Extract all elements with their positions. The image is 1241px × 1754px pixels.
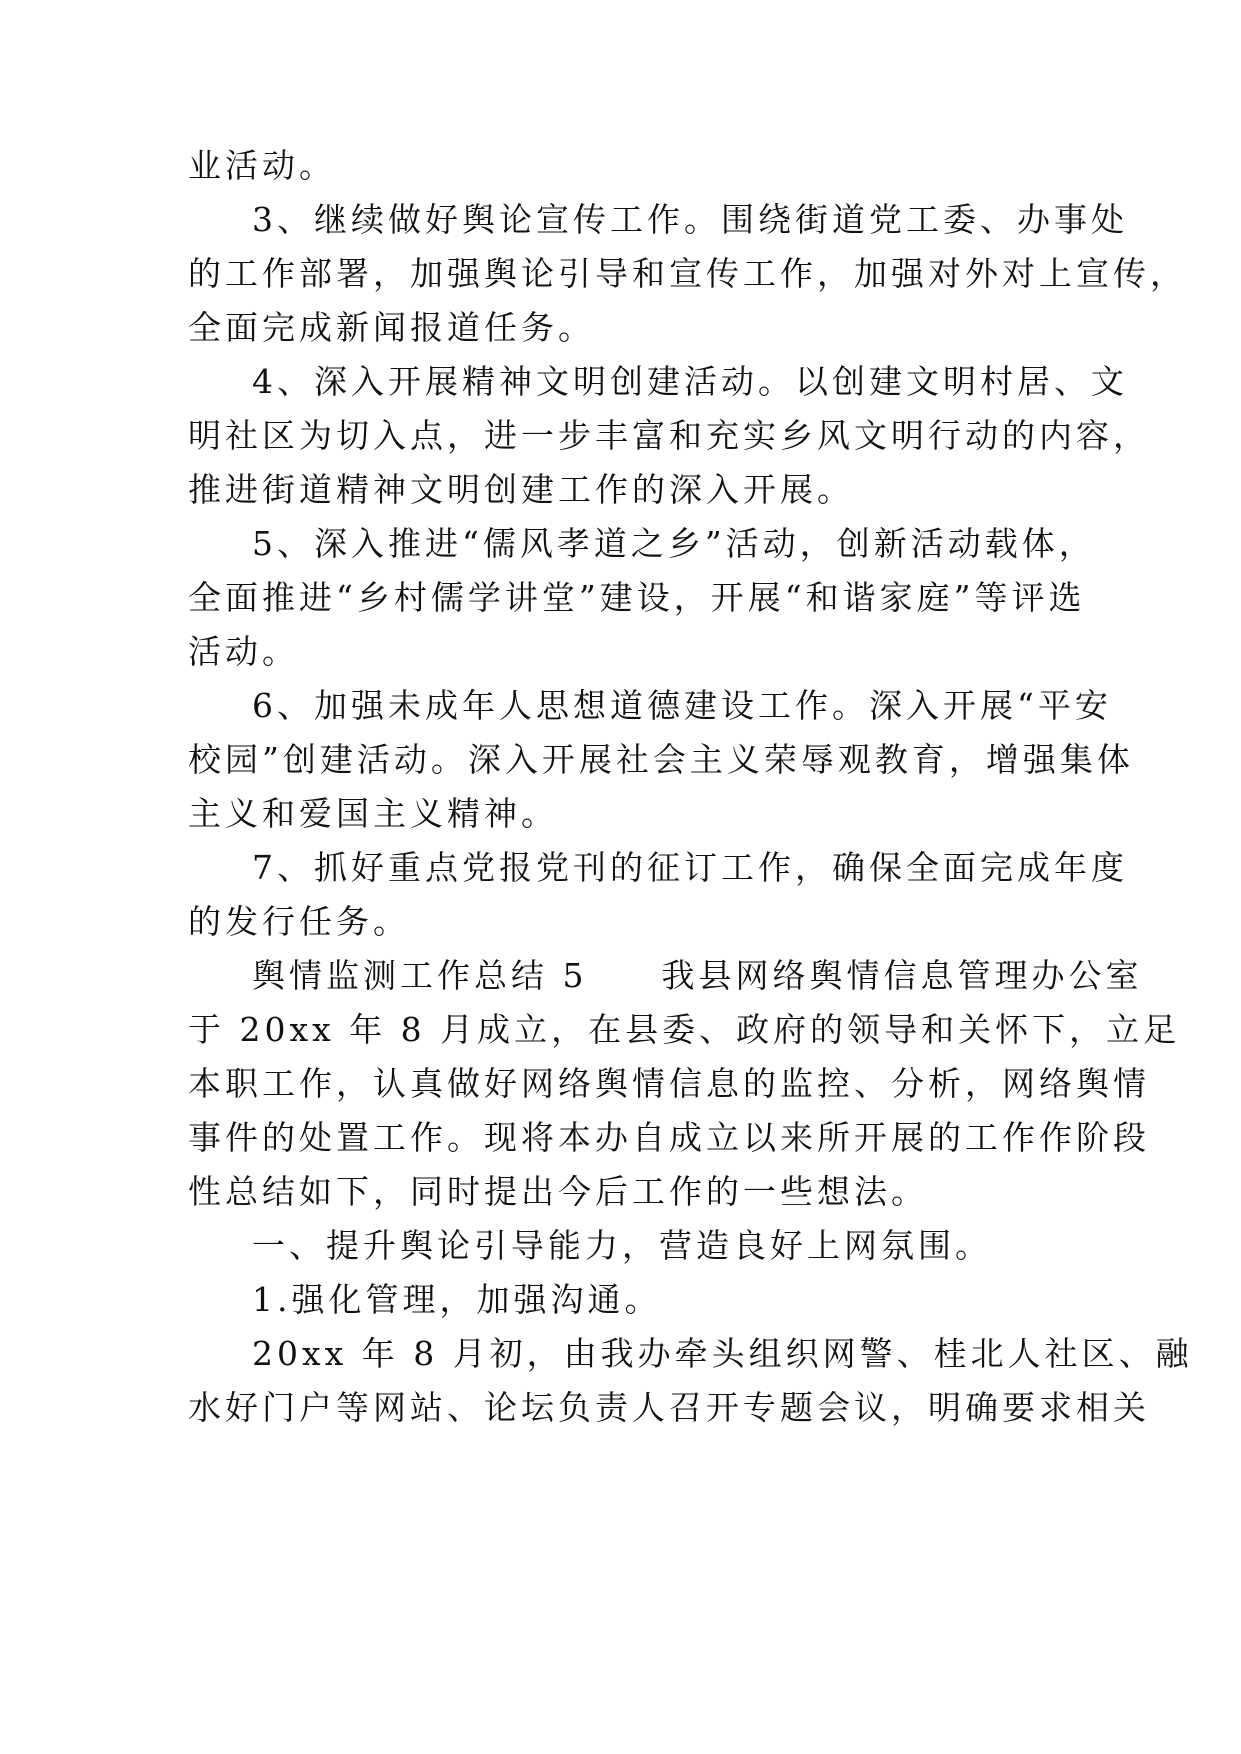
- text-line: 一、提升舆论引导能力，营造良好上网氛围。: [252, 1226, 992, 1265]
- text-line: 主义和爱国主义精神。: [188, 794, 558, 833]
- text-line: 于 20xx 年 8 月成立，在县委、政府的领导和关怀下，立足: [188, 1010, 1181, 1049]
- text-line: 的发行任务。: [188, 902, 410, 941]
- text-line: 本职工作，认真做好网络舆情信息的监控、分析，网络舆情: [188, 1064, 1150, 1103]
- text-line: 校园”创建活动。深入开展社会主义荣辱观教育，增强集体: [188, 740, 1134, 779]
- text-line: 性总结如下，同时提出今后工作的一些想法。: [188, 1172, 928, 1211]
- text-line: 舆情监测工作总结 5 我县网络舆情信息管理办公室: [252, 956, 1143, 995]
- text-line: 5、深入推进“儒风孝道之乡”活动，创新活动载体，: [252, 524, 1096, 563]
- text-line: 6、加强未成年人思想道德建设工作。深入开展“平安: [252, 686, 1112, 725]
- text-line: 明社区为切入点，进一步丰富和充实乡风文明行动的内容，: [188, 416, 1150, 455]
- text-line: 7、抓好重点党报党刊的征订工作，确保全面完成年度: [252, 848, 1128, 887]
- text-line: 的工作部署，加强舆论引导和宣传工作，加强对外对上宣传，: [188, 254, 1187, 293]
- text-line: 3、继续做好舆论宣传工作。围绕街道党工委、办事处: [252, 200, 1128, 239]
- text-line: 业活动。: [188, 146, 336, 185]
- text-line: 活动。: [188, 632, 299, 671]
- text-line: 事件的处置工作。现将本办自成立以来所开展的工作作阶段: [188, 1118, 1150, 1157]
- text-line: 全面推进“乡村儒学讲堂”建设，开展“和谐家庭”等评选: [188, 578, 1086, 617]
- text-line: 4、深入开展精神文明创建活动。以创建文明村居、文: [252, 362, 1128, 401]
- text-line: 1.强化管理，加强沟通。: [252, 1280, 662, 1319]
- text-line: 全面完成新闻报道任务。: [188, 308, 595, 347]
- text-line: 推进街道精神文明创建工作的深入开展。: [188, 470, 854, 509]
- text-line: 20xx 年 8 月初，由我办牵头组织网警、桂北人社区、融: [252, 1334, 1193, 1373]
- text-line: 水好门户等网站、论坛负责人召开专题会议，明确要求相关: [188, 1388, 1150, 1427]
